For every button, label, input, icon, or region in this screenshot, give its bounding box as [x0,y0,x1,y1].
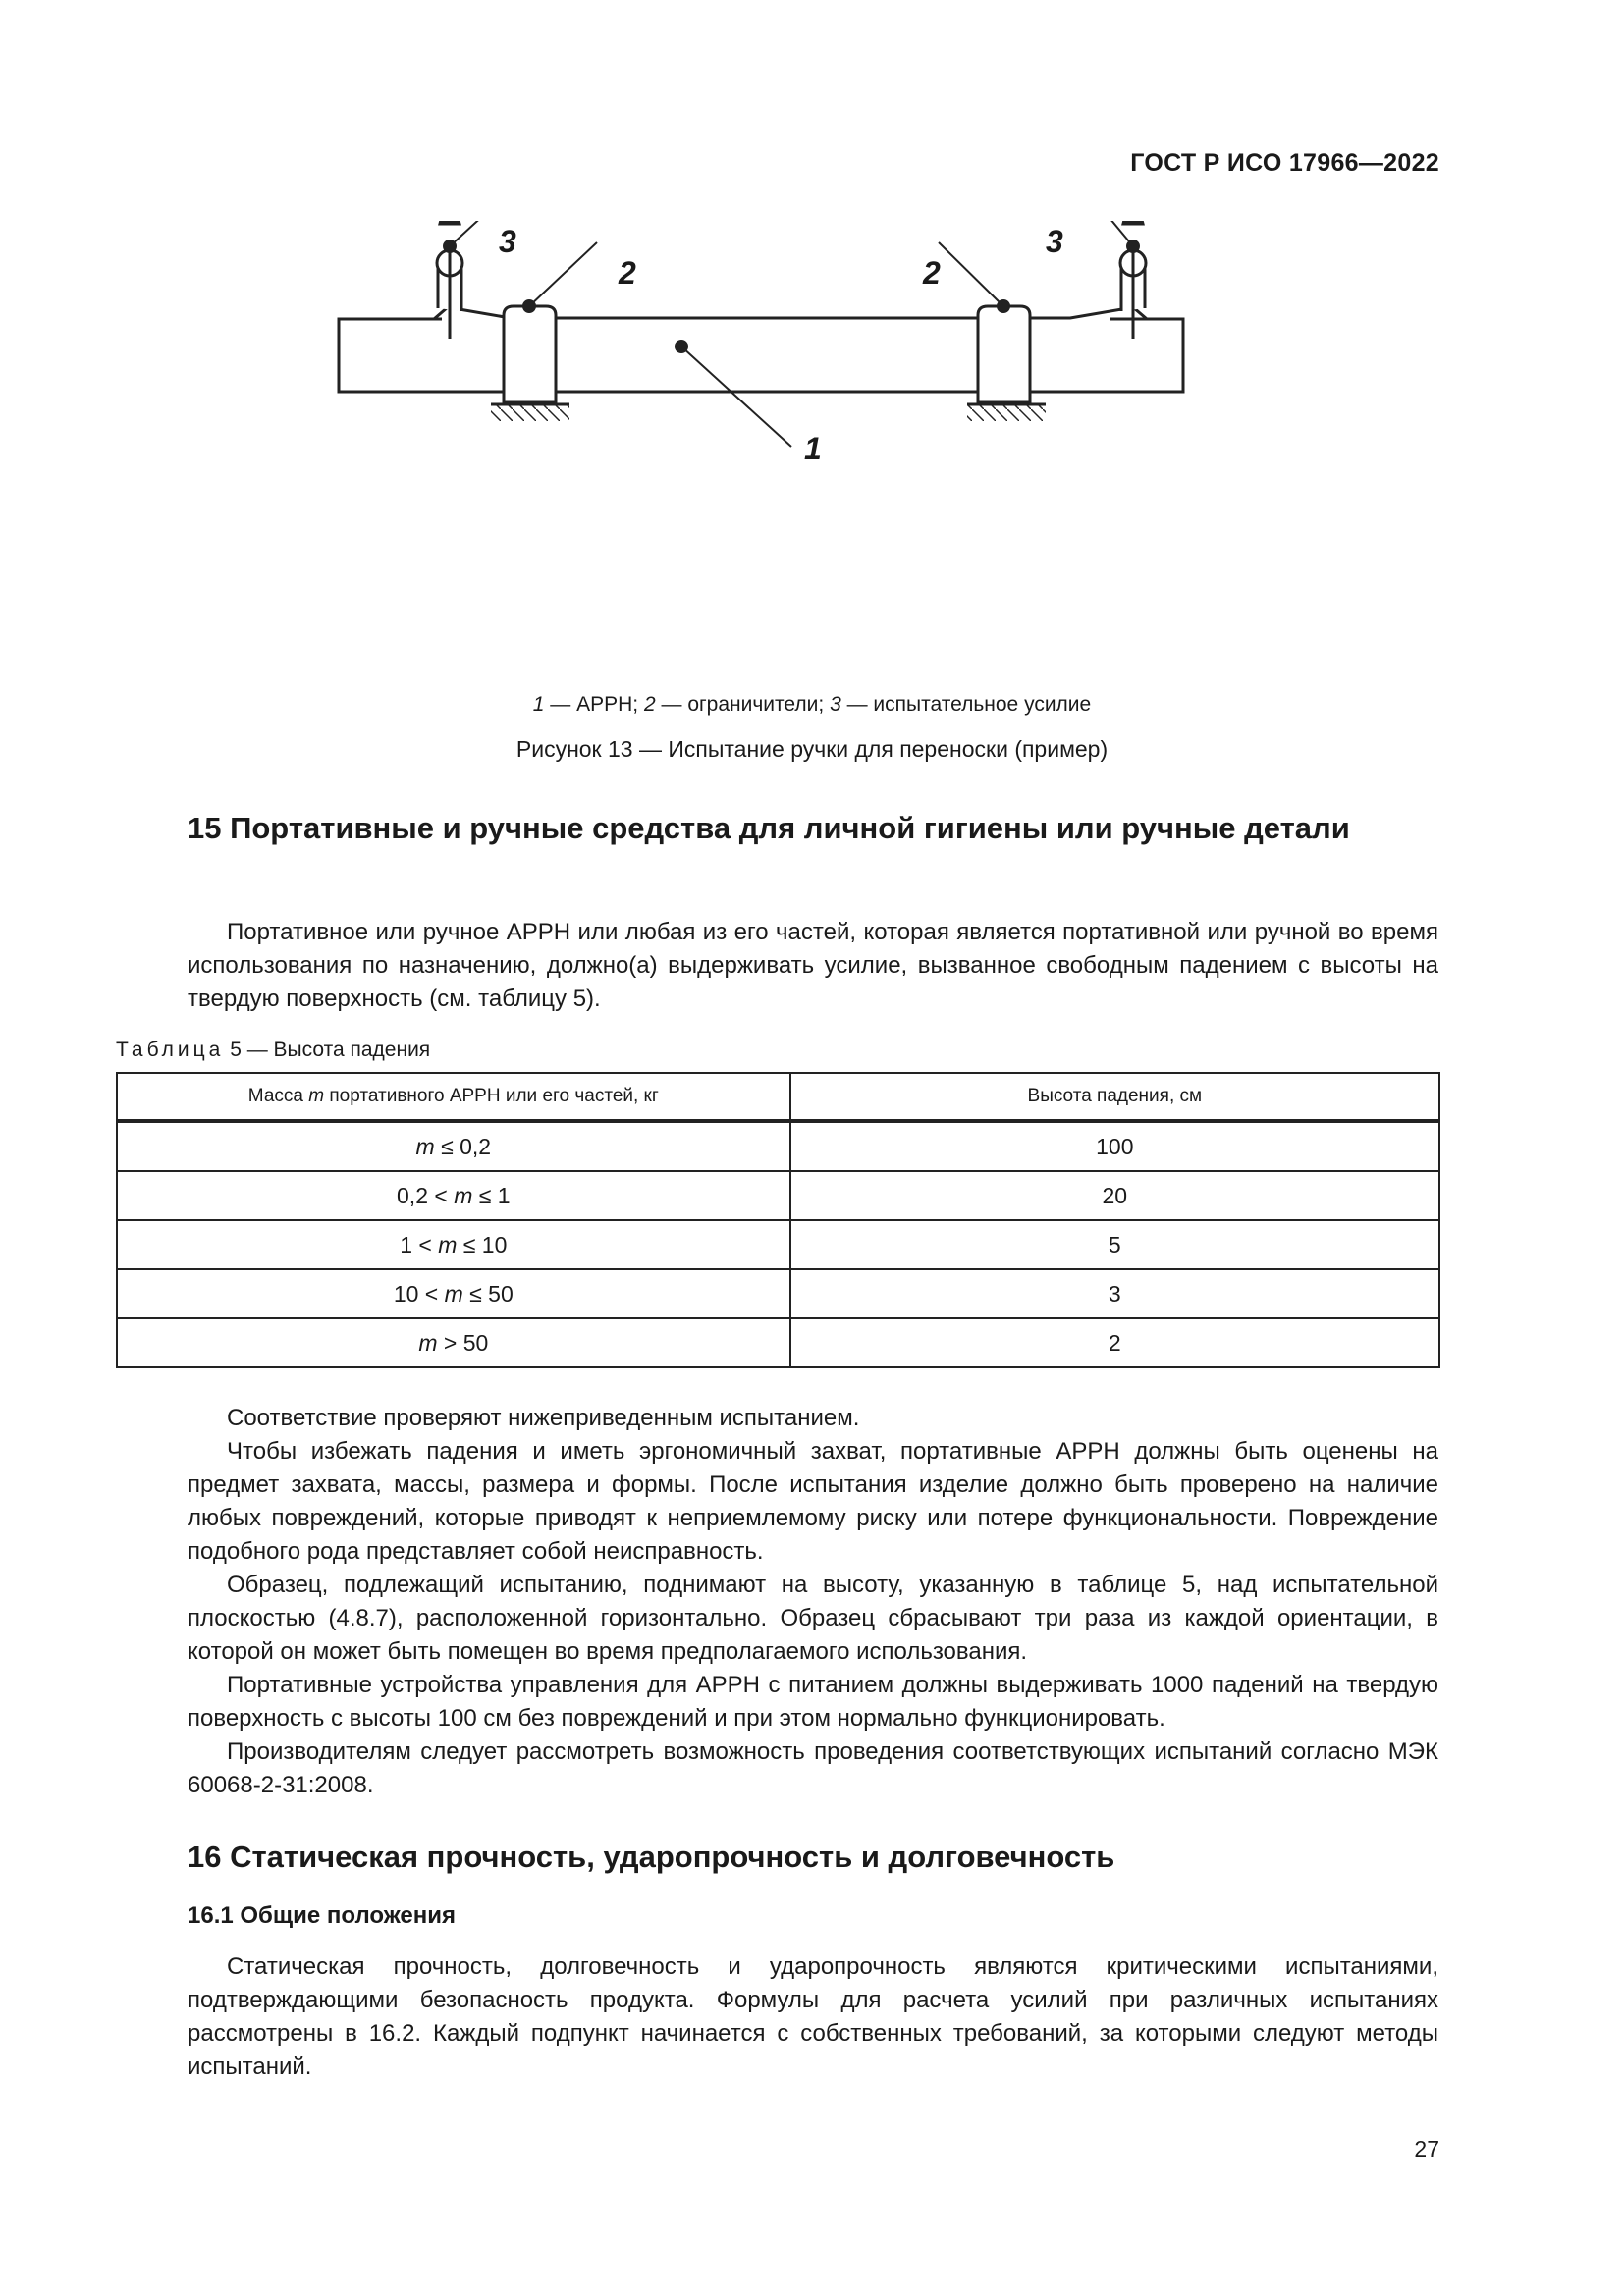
section-15-intro: Портативное или ручное АРРН или любая из его частей, которая является портативной или ручной во время использования по назначению, должно(а) выдерживать усилие, вызванное свободным падением с высоты на твердую поверхность (см. таблицу 5). [188,919,1438,1012]
table-row [117,1269,1439,1318]
label-3-right: 3 [1046,224,1063,259]
table-row [117,1121,1439,1171]
section-16-heading: 16 Статическая прочность, ударопрочность и долговечность [188,1840,1115,1874]
drop-height: 3 [790,1269,1439,1318]
drop-height: 2 [790,1318,1439,1367]
table-row [117,1171,1439,1220]
mass-range: 10 < m ≤ 50 [117,1269,790,1318]
drop-height: 20 [790,1171,1439,1220]
table-row [117,1220,1439,1269]
mass-range: 0,2 < m ≤ 1 [117,1171,790,1220]
table-header-height: Высота падения, см [790,1073,1439,1121]
paragraph: Портативные устройства управления для АРРН с питанием должны выдерживать 1000 падений на твердую поверхность с высоты 100 см без повреждений и при этом нормально функционировать. [188,1672,1438,1732]
mass-range: m > 50 [117,1318,790,1367]
section-15-heading: 15 Портативные и ручные средства для личной гигиены или ручные детали [188,811,1350,845]
section-15-body [188,1402,1438,1802]
table-5-title: Таблица 5 — Высота падения [116,1039,431,1061]
table-row [117,1318,1439,1367]
section-16-1-heading: 16.1 Общие положения [188,1902,457,1929]
figure-caption: Рисунок 13 — Испытание ручки для переноски (пример) [515,736,1109,762]
figure-13-diagram [324,221,1257,682]
label-1: 1 [804,431,822,466]
ground-left [491,404,569,421]
page-number: 27 [1414,2136,1439,2162]
drop-height: 5 [790,1220,1439,1269]
label-3-left: 3 [499,224,516,259]
table-5 [116,1072,1440,1368]
restraint-right [978,306,1030,402]
restraint-left [504,306,556,402]
table-header-mass: Масса m портативного АРРН или его частей, кг [117,1073,790,1121]
paragraph: Производителям следует рассмотреть возможность проведения соответствующих испытаний согласно МЭК 60068-2-31:2008. [188,1738,1438,1798]
mass-range: m ≤ 0,2 [117,1121,790,1171]
mass-range: 1 < m ≤ 10 [117,1220,790,1269]
paragraph: Чтобы избежать падения и иметь эргономичный захват, портативные АРРН должны быть оценены на предмет захвата, массы, размера и формы. После испытания изделие должно быть проверено на наличие любых повреждений, которые приводят к неприемлемому риску или потере функциональности. Повреждение подобного рода представляет собой неисправность. [188,1438,1438,1565]
ground-right [967,404,1046,421]
label-2-right: 2 [923,255,941,291]
paragraph: Образец, подлежащий испытанию, поднимают на высоту, указанную в таблице 5, над испытательной плоскостью (4.8.7), расположенной горизонтально. Образец сбрасывают три раза из каждой ориентации, в которой он может быть помещен во время предполагаемого использования. [188,1572,1438,1665]
label-2-left: 2 [619,255,636,291]
drop-height: 100 [790,1121,1439,1171]
paragraph: Соответствие проверяют нижеприведенным испытанием. [227,1405,860,1431]
section-16-1-body: Статическая прочность, долговечность и ударопрочность являются критическими испытаниями, подтверждающими безопасность продукта. Формулы для расчета усилий при различных испытаниях рассмотрены в 16.2. Каждый подпункт начинается с собственных требований, за которыми следуют методы испытаний. [188,1953,1438,2080]
figure-legend: 1 — АРРН; 2 — ограничители; 3 — испытательное усилие [532,693,1092,716]
document-code: ГОСТ Р ИСО 17966—2022 [1130,149,1439,177]
test-object-beam [339,319,1183,392]
